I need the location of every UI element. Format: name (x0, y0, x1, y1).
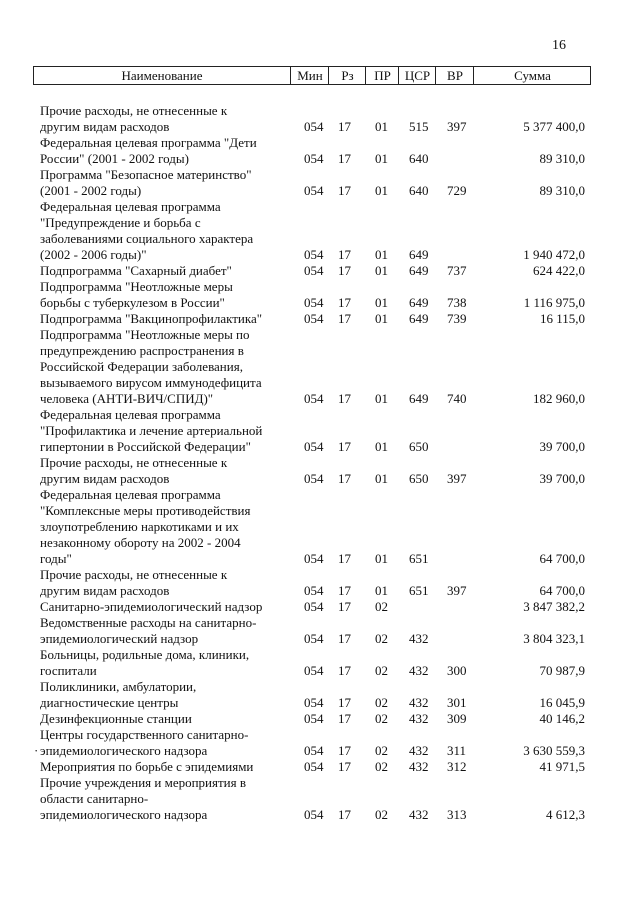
cell-pr: 01 (375, 471, 388, 486)
cell-rz: 17 (338, 439, 351, 454)
row-name (40, 455, 290, 487)
cell-rz: 17 (338, 151, 351, 166)
cell-sum: 41 971,5 (539, 759, 585, 774)
cell-vr: 309 (447, 711, 467, 726)
cell-rz: 17 (338, 663, 351, 678)
header-sum: Сумма (473, 67, 591, 84)
cell-sum: 70 987,9 (539, 663, 585, 678)
table-row (0, 487, 640, 567)
header-rz: Рз (328, 67, 366, 84)
cell-vr: 312 (447, 759, 467, 774)
cell-min: 054 (304, 183, 324, 198)
row-name-line: Дезинфекционные станции (40, 711, 192, 726)
row-name-line: вызываемого вирусом иммунодефицита (40, 375, 262, 390)
row-name (40, 103, 290, 135)
row-name-line: заболеваниями социального характера (40, 231, 254, 246)
row-name (40, 327, 290, 407)
cell-sum: 5 377 400,0 (523, 119, 585, 134)
cell-rz: 17 (338, 311, 351, 326)
row-name-line: России" (2001 - 2002 годы) (40, 151, 189, 166)
table-row (0, 199, 640, 263)
cell-min: 054 (304, 471, 324, 486)
cell-sum: 4 612,3 (546, 807, 585, 822)
cell-rz: 17 (338, 743, 351, 758)
cell-pr: 01 (375, 119, 388, 134)
cell-sum: 3 630 559,3 (523, 743, 585, 758)
cell-csr: 649 (409, 263, 429, 278)
table-row (0, 135, 640, 167)
row-name-line: Программа "Безопасное материнство" (40, 167, 252, 182)
cell-pr: 02 (375, 631, 388, 646)
row-name (40, 263, 290, 279)
table-row (0, 167, 640, 199)
row-name-line: Прочие расходы, не отнесенные к (40, 455, 228, 470)
table-header (33, 66, 591, 85)
cell-rz: 17 (338, 807, 351, 822)
cell-sum: 64 700,0 (539, 551, 585, 566)
cell-min: 054 (304, 695, 324, 710)
row-name-line: "Предупреждение и борьба с (40, 215, 201, 230)
cell-rz: 17 (338, 631, 351, 646)
cell-vr: 313 (447, 807, 467, 822)
cell-csr: 650 (409, 471, 429, 486)
cell-pr: 02 (375, 695, 388, 710)
cell-min: 054 (304, 743, 324, 758)
row-name (40, 599, 290, 615)
cell-min: 054 (304, 247, 324, 262)
cell-csr: 432 (409, 695, 429, 710)
row-name (40, 311, 290, 327)
cell-sum: 3 804 323,1 (523, 631, 585, 646)
cell-pr: 02 (375, 759, 388, 774)
cell-sum: 16 115,0 (539, 311, 585, 326)
row-name-line: Федеральная целевая программа (40, 407, 221, 422)
cell-csr: 649 (409, 247, 429, 262)
cell-min: 054 (304, 551, 324, 566)
table-row (0, 615, 640, 647)
cell-sum: 89 310,0 (539, 183, 585, 198)
row-name-line: Федеральная целевая программа (40, 199, 221, 214)
row-name-line: другим видам расходов (40, 471, 170, 486)
cell-csr: 515 (409, 119, 429, 134)
header-vr: ВР (435, 67, 474, 84)
cell-pr: 02 (375, 663, 388, 678)
cell-csr: 651 (409, 583, 429, 598)
row-name-line: "Комплексные меры противодействия (40, 503, 251, 518)
row-name-line: злоупотреблению наркотиками и их (40, 519, 239, 534)
row-name (40, 711, 290, 727)
cell-sum: 40 146,2 (539, 711, 585, 726)
cell-vr: 397 (447, 583, 467, 598)
cell-vr: 311 (447, 743, 467, 758)
row-name (40, 167, 290, 199)
cell-rz: 17 (338, 583, 351, 598)
cell-min: 054 (304, 295, 324, 310)
cell-csr: 432 (409, 743, 429, 758)
cell-csr: 640 (409, 151, 429, 166)
row-name-line: борьбы с туберкулезом в России" (40, 295, 225, 310)
cell-pr: 01 (375, 311, 388, 326)
cell-pr: 01 (375, 551, 388, 566)
cell-pr: 01 (375, 151, 388, 166)
cell-min: 054 (304, 151, 324, 166)
cell-sum: 182 960,0 (533, 391, 585, 406)
row-name-line: эпидемиологического надзора (40, 807, 208, 822)
row-name-line: (2002 - 2006 годы)" (40, 247, 147, 262)
row-name-line: Подпрограмма "Неотложные меры по (40, 327, 250, 342)
cell-rz: 17 (338, 295, 351, 310)
cell-csr: 649 (409, 311, 429, 326)
cell-min: 054 (304, 439, 324, 454)
cell-vr: 740 (447, 391, 467, 406)
cell-csr: 650 (409, 439, 429, 454)
row-name (40, 199, 290, 263)
cell-rz: 17 (338, 599, 351, 614)
cell-min: 054 (304, 263, 324, 278)
row-name (40, 615, 290, 647)
row-name-line: Центры государственного санитарно- (40, 727, 249, 742)
table-row (0, 647, 640, 679)
cell-csr: 640 (409, 183, 429, 198)
cell-rz: 17 (338, 471, 351, 486)
cell-pr: 01 (375, 295, 388, 310)
cell-pr: 02 (375, 807, 388, 822)
row-name-line: годы" (40, 551, 72, 566)
row-name (40, 487, 290, 567)
row-name-line: диагностические центры (40, 695, 179, 710)
header-csr: ЦСР (398, 67, 436, 84)
row-name (40, 647, 290, 679)
cell-rz: 17 (338, 391, 351, 406)
row-name-line: "Профилактика и лечение артериальной (40, 423, 263, 438)
header-name: Наименование (121, 68, 203, 83)
header-min: Мин (290, 67, 329, 84)
cell-min: 054 (304, 759, 324, 774)
cell-sum: 624 422,0 (533, 263, 585, 278)
cell-min: 054 (304, 663, 324, 678)
table-row (0, 103, 640, 135)
row-name (40, 775, 290, 823)
cell-pr: 01 (375, 263, 388, 278)
row-name-line: эпидемиологический надзор (40, 631, 199, 646)
row-name-line: Поликлиники, амбулатории, (40, 679, 197, 694)
row-name-line: предупреждению распространения в (40, 343, 244, 358)
table-row (0, 759, 640, 775)
row-name-line: другим видам расходов (40, 583, 170, 598)
cell-csr: 432 (409, 807, 429, 822)
cell-rz: 17 (338, 711, 351, 726)
row-name-line: Прочие расходы, не отнесенные к (40, 103, 228, 118)
cell-vr: 737 (447, 263, 467, 278)
table-row (0, 775, 640, 823)
cell-sum: 39 700,0 (539, 439, 585, 454)
cell-min: 054 (304, 631, 324, 646)
cell-sum: 39 700,0 (539, 471, 585, 486)
table-row (0, 679, 640, 711)
row-name-line: Подпрограмма "Неотложные меры (40, 279, 233, 294)
cell-min: 054 (304, 583, 324, 598)
cell-rz: 17 (338, 551, 351, 566)
row-name (40, 759, 290, 775)
cell-vr: 729 (447, 183, 467, 198)
row-name-line: Прочие расходы, не отнесенные к (40, 567, 228, 582)
row-name-line: Федеральная целевая программа (40, 487, 221, 502)
table-row (0, 455, 640, 487)
cell-min: 054 (304, 391, 324, 406)
cell-pr: 01 (375, 439, 388, 454)
cell-min: 054 (304, 807, 324, 822)
row-name (40, 407, 290, 455)
cell-vr: 300 (447, 663, 467, 678)
cell-csr: 432 (409, 631, 429, 646)
table-row (0, 311, 640, 327)
row-name-line: незаконному обороту на 2002 - 2004 (40, 535, 241, 550)
cell-min: 054 (304, 711, 324, 726)
cell-min: 054 (304, 599, 324, 614)
cell-csr: 432 (409, 663, 429, 678)
cell-csr: 432 (409, 711, 429, 726)
row-name-line: Прочие учреждения и мероприятия в (40, 775, 246, 790)
cell-vr: 397 (447, 471, 467, 486)
page-number: 16 (552, 38, 566, 53)
header-pr: ПР (365, 67, 399, 84)
row-name (40, 279, 290, 311)
cell-pr: 02 (375, 743, 388, 758)
cell-sum: 3 847 382,2 (523, 599, 585, 614)
cell-vr: 739 (447, 311, 467, 326)
cell-rz: 17 (338, 759, 351, 774)
row-name (40, 679, 290, 711)
cell-vr: 301 (447, 695, 467, 710)
table-row (0, 263, 640, 279)
cell-csr: 649 (409, 391, 429, 406)
table-row (0, 599, 640, 615)
cell-min: 054 (304, 119, 324, 134)
cell-pr: 01 (375, 583, 388, 598)
cell-pr: 02 (375, 711, 388, 726)
cell-sum: 16 045,9 (539, 695, 585, 710)
row-name (40, 567, 290, 599)
cell-csr: 649 (409, 295, 429, 310)
row-name-line: госпитали (40, 663, 97, 678)
row-name-line: человека (АНТИ-ВИЧ/СПИД)" (40, 391, 214, 406)
cell-rz: 17 (338, 119, 351, 134)
row-name-line: Российской Федерации заболевания, (40, 359, 243, 374)
row-name-line: другим видам расходов (40, 119, 170, 134)
cell-vr: 738 (447, 295, 467, 310)
row-name-line: эпидемиологического надзора (40, 743, 208, 758)
row-name-line: Подпрограмма "Вакцинопрофилактика" (40, 311, 263, 326)
cell-pr: 01 (375, 391, 388, 406)
table-row (0, 711, 640, 727)
cell-rz: 17 (338, 183, 351, 198)
row-name-line: Федеральная целевая программа "Дети (40, 135, 257, 150)
cell-pr: 01 (375, 247, 388, 262)
row-name-line: Мероприятия по борьбе с эпидемиями (40, 759, 254, 774)
row-name (40, 727, 290, 759)
row-name (40, 135, 290, 167)
row-name-line: Санитарно-эпидемиологический надзор (40, 599, 263, 614)
row-name-line: гипертонии в Российской Федерации" (40, 439, 251, 454)
cell-rz: 17 (338, 695, 351, 710)
cell-sum: 1 940 472,0 (523, 247, 585, 262)
cell-sum: 64 700,0 (539, 583, 585, 598)
row-bullet-mark: · (34, 743, 39, 758)
cell-pr: 02 (375, 599, 388, 614)
cell-min: 054 (304, 311, 324, 326)
cell-rz: 17 (338, 247, 351, 262)
row-name-line: (2001 - 2002 годы) (40, 183, 142, 198)
cell-vr: 397 (447, 119, 467, 134)
cell-pr: 01 (375, 183, 388, 198)
table-row (0, 407, 640, 455)
cell-csr: 651 (409, 551, 429, 566)
table-row (0, 727, 640, 759)
row-name-line: Больницы, родильные дома, клиники, (40, 647, 250, 662)
row-name-line: Ведомственные расходы на санитарно- (40, 615, 257, 630)
table-row (0, 327, 640, 407)
cell-csr: 432 (409, 759, 429, 774)
table-row (0, 567, 640, 599)
row-name-line: Подпрограмма "Сахарный диабет" (40, 263, 232, 278)
row-name-line: области санитарно- (40, 791, 149, 806)
table-row (0, 279, 640, 311)
cell-rz: 17 (338, 263, 351, 278)
cell-sum: 89 310,0 (539, 151, 585, 166)
cell-sum: 1 116 975,0 (523, 295, 585, 310)
